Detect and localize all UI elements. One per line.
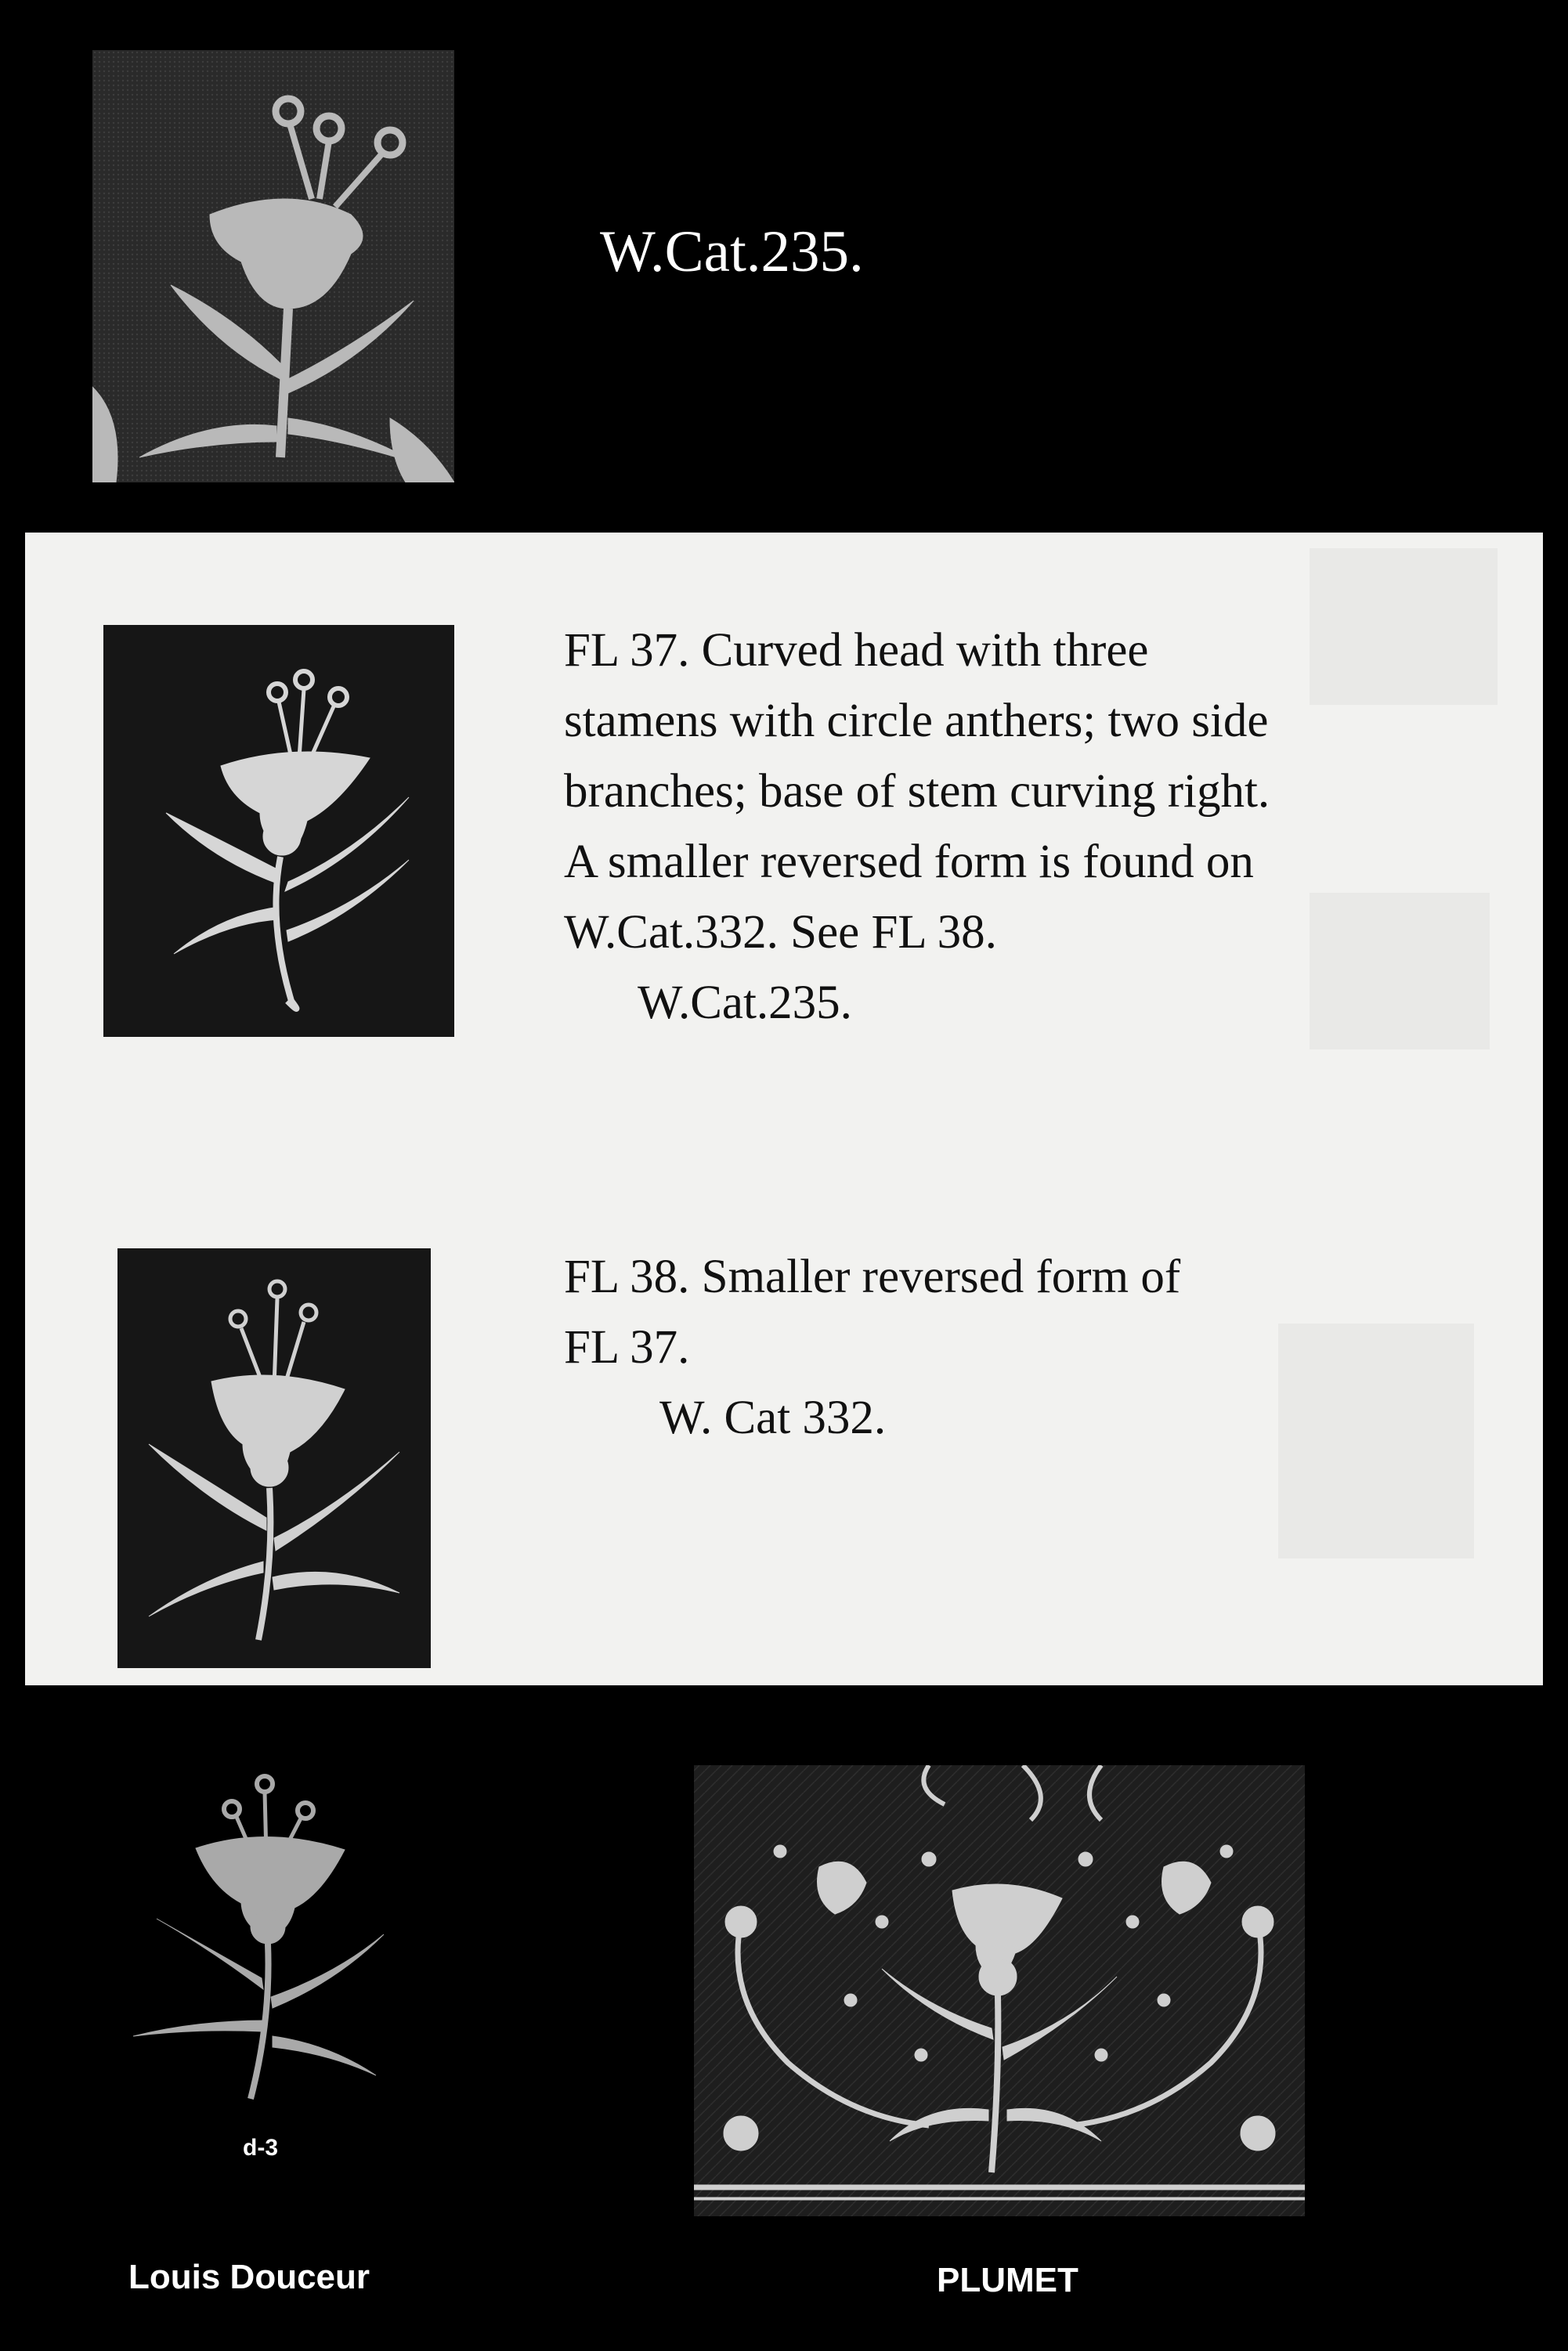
entry-reference: W. Cat 332. — [659, 1392, 887, 1444]
douceur-stamp-photo — [117, 1762, 415, 2114]
flower-stamp-image — [117, 1762, 415, 2114]
douceur-name: Louis Douceur — [128, 2258, 370, 2296]
flower-stamp-image — [92, 50, 454, 482]
entry-line: A smaller reversed form is found on — [564, 836, 1254, 888]
plumet-binding-photo — [694, 1765, 1305, 2216]
fl37-stamp-photo — [103, 625, 454, 1037]
entry-line: FL 38. Smaller reversed form of — [564, 1251, 1181, 1303]
top-caption: W.Cat.235. — [600, 219, 864, 284]
plumet-name: PLUMET — [937, 2261, 1078, 2299]
flower-stamp-image — [117, 1248, 431, 1668]
show-through-block — [1310, 893, 1490, 1049]
fl38-stamp-photo — [117, 1248, 431, 1668]
entry-line: FL 37. Curved head with three — [564, 624, 1149, 677]
leather-binding-image — [694, 1765, 1305, 2216]
entry-line: FL 37. — [564, 1321, 690, 1374]
entry-line: branches; base of stem curving right. — [564, 765, 1270, 818]
show-through-block — [1278, 1324, 1474, 1558]
douceur-code: d-3 — [243, 2135, 278, 2161]
catalogue-page — [25, 533, 1543, 1685]
show-through-block — [1310, 548, 1498, 705]
top-stamp-photo — [92, 50, 454, 482]
flower-stamp-image — [103, 625, 454, 1037]
entry-reference: W.Cat.235. — [638, 977, 852, 1029]
entry-line: stamens with circle anthers; two side — [564, 695, 1269, 747]
entry-line: W.Cat.332. See FL 38. — [564, 906, 997, 959]
